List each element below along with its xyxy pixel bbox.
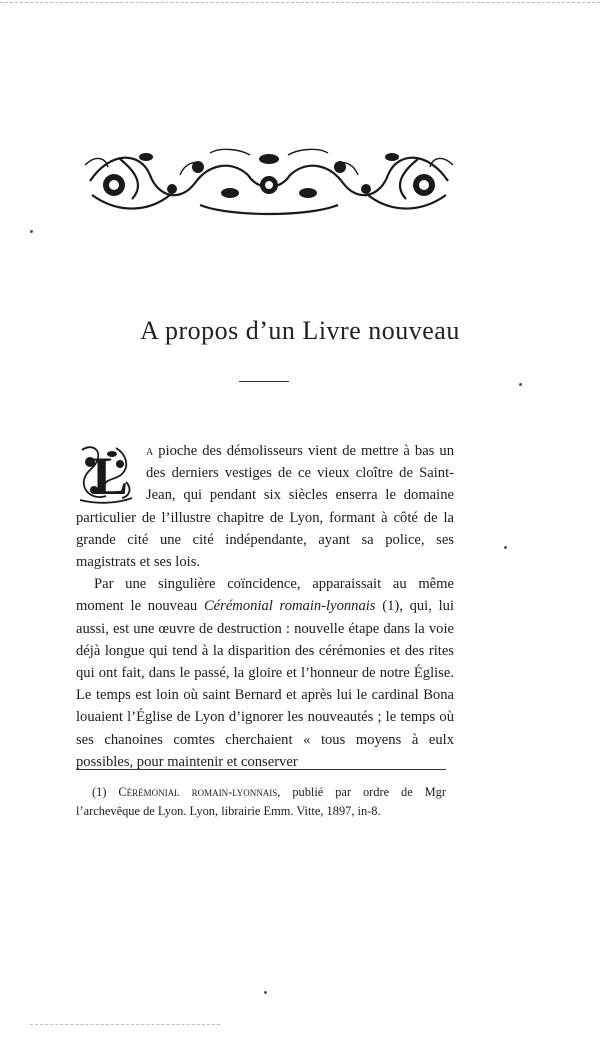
ornamental-dropcap [76, 442, 136, 506]
first-letters: a [146, 443, 154, 459]
paragraph-2-after: (1), qui, lui aussi, est une œuvre de destruction : nouvelle étape dans la voie déjà longue qui tend à la disparition des cérémonies et des rites qui ont fait, dans le passé, la gloire et l’honneur de notre Église. Le temps est loin où saint Bernard et après lui le cardinal Bona louaient l’Église de Lyon d’ignorer les nouveautés ; le temps où ses chanoines comtes cherchaient « tous moyens à eulx possibles, pour maintenir et conserver [76, 598, 454, 770]
decorative-headpiece [80, 145, 458, 217]
paragraph-1 [76, 440, 454, 573]
dropcap-letter: L [92, 446, 129, 506]
footnote-divider [76, 769, 446, 770]
scan-speck [519, 383, 522, 386]
scan-speck [504, 546, 507, 549]
title-divider [239, 381, 289, 382]
bottom-scan-edge [30, 1024, 220, 1025]
page-title: A propos d’un Livre nouveau [140, 316, 460, 345]
paragraph-2 [76, 573, 454, 773]
body-text [76, 440, 454, 773]
footnote [76, 783, 446, 821]
scan-speck [30, 230, 33, 233]
book-title: Cérémonial romain-lyonnais [203, 598, 376, 615]
paragraph-2-before: Par une singulière coïncidence, apparaissait au même moment le nouveau [76, 576, 454, 615]
scan-speck [264, 991, 267, 994]
footnote-text: publié par ordre de Mgr l’archevêque de Lyon. Lyon, librairie Emm. Vitte, 1897, in-8. [76, 785, 446, 818]
paragraph-1-text: pioche des démolisseurs vient de mettre à bas un des derniers vestiges de ce vieux cloître de Saint-Jean, qui pendant six siècles enserra le domaine particulier de l’illustre chapitre de Lyon, formant à côté de la grande cité une cité indépendante, ayant sa police, ses magistrats et ses lois. [76, 443, 454, 571]
top-scan-edge [0, 2, 600, 9]
footnote-marker: (1) [92, 785, 107, 799]
footnote-book-title: Cérémonial romain-lyonnais, [118, 785, 281, 799]
